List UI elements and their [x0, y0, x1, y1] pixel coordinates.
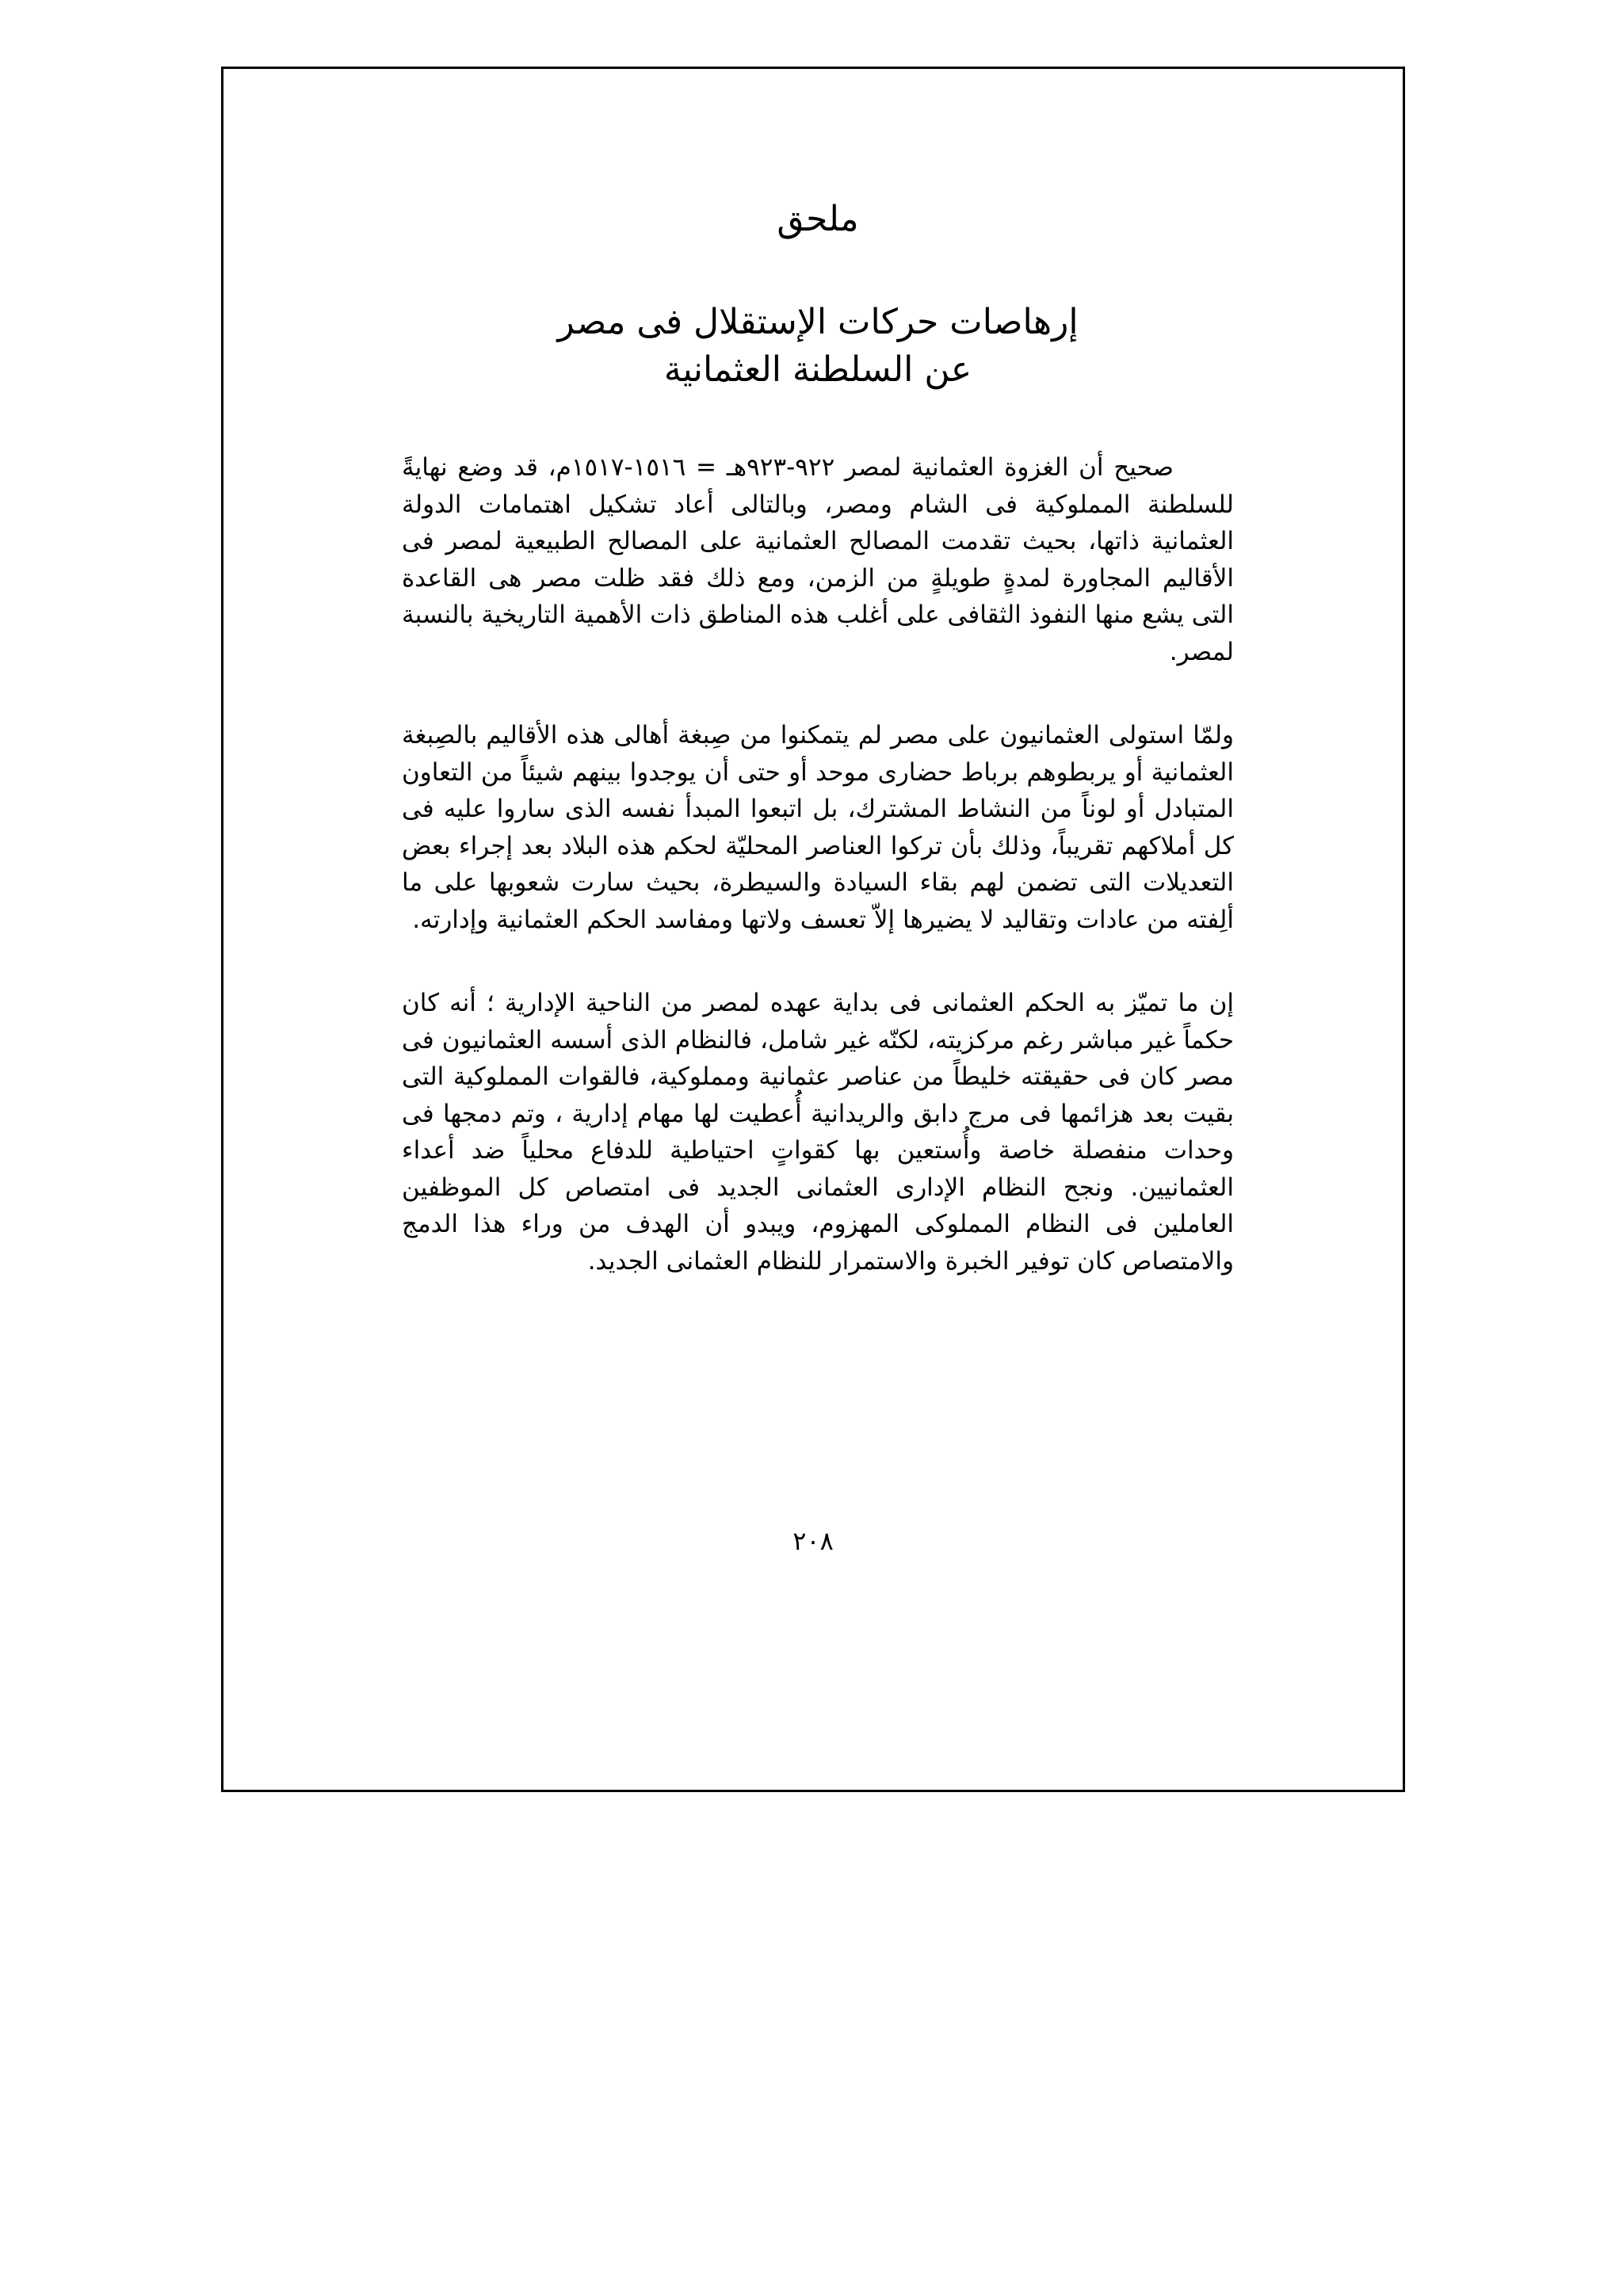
page-content: [402, 196, 1234, 1326]
paragraph-1: صحيح أن الغزوة العثمانية لمصر ٩٢٢-٩٢٣هـ = ١٥١٦-١٥١٧م، قد وضع نهايةً للسلطنة المملوكية فى الشام ومصر، وبالتالى أعاد تشكيل اهتمامات الدولة العثمانية ذاتها، بحيث تقدمت المصالح العثمانية على المصالح الطبيعية لمصر فى الأقاليم المجاورة لمدةٍ طويلةٍ من الزمن، ومع ذلك فقد ظلت مصر هى القاعدة التى يشع منها النفوذ الثقافى على أغلب هذه المناطق ذات الأهمية التاريخية بالنسبة لمصر.: [402, 453, 1234, 666]
page-frame: [221, 67, 1405, 1792]
paragraph-3: إن ما تميّز به الحكم العثمانى فى بداية عهده لمصر من الناحية الإدارية ؛ أنه كان حكماً غير مباشر رغم مركزيته، لكنّه غير شامل، فالنظام الذى أسسه العثمانيون فى مصر كان فى حقيقته خليطاً من عناصر عثمانية ومملوكية، فالقوات المملوكية التى بقيت بعد هزائمها فى مرج دابق والريدانية أُعطيت لها مهام إدارية ، وتم دمجها فى وحدات منفصلة خاصة وأُستعين بها كقواتٍ احتياطية للدفاع محلياً ضد أعداء العثمانيين. ونجح النظام الإدارى العثمانى الجديد فى امتصاص كل الموظفين العاملين فى النظام المملوكى المهزوم، ويبدو أن الهدف من وراء هذا الدمج والامتصاص كان توفير الخبرة والاستمرار للنظام العثمانى الجديد.: [402, 989, 1234, 1276]
body-text: [402, 449, 1234, 1280]
title-line-1: إرهاصات حركات الإستقلال فى مصر: [557, 302, 1079, 342]
title-line-2: عن السلطنة العثمانية: [663, 349, 972, 390]
paragraph-2: ولمّا استولى العثمانيون على مصر لم يتمكنوا من صِبغة أهالى هذه الأقاليم بالصِبغة العثمانية أو يربطوهم برباط حضارى موحد أو حتى أن يوجدوا بينهم شيئاً من التعاون المتبادل أو لوناً من النشاط المشترك، بل اتبعوا المبدأ نفسه الذى ساروا عليه فى كل أملاكهم تقريباً، وذلك بأن تركوا العناصر المحليّة لحكم هذه البلاد بعد إجراء بعض التعديلات التى تضمن لهم بقاء السيادة والسيطرة، بحيث سارت شعوبها على ما ألِفته من عادات وتقاليد لا يضيرها إلاّ تعسف ولاتها ومفاسد الحكم العثمانية وإدارته.: [402, 721, 1234, 934]
page-title: [402, 299, 1234, 394]
section-label: ملحق: [777, 199, 859, 239]
page-number: ٢٠٨: [792, 1526, 834, 1556]
